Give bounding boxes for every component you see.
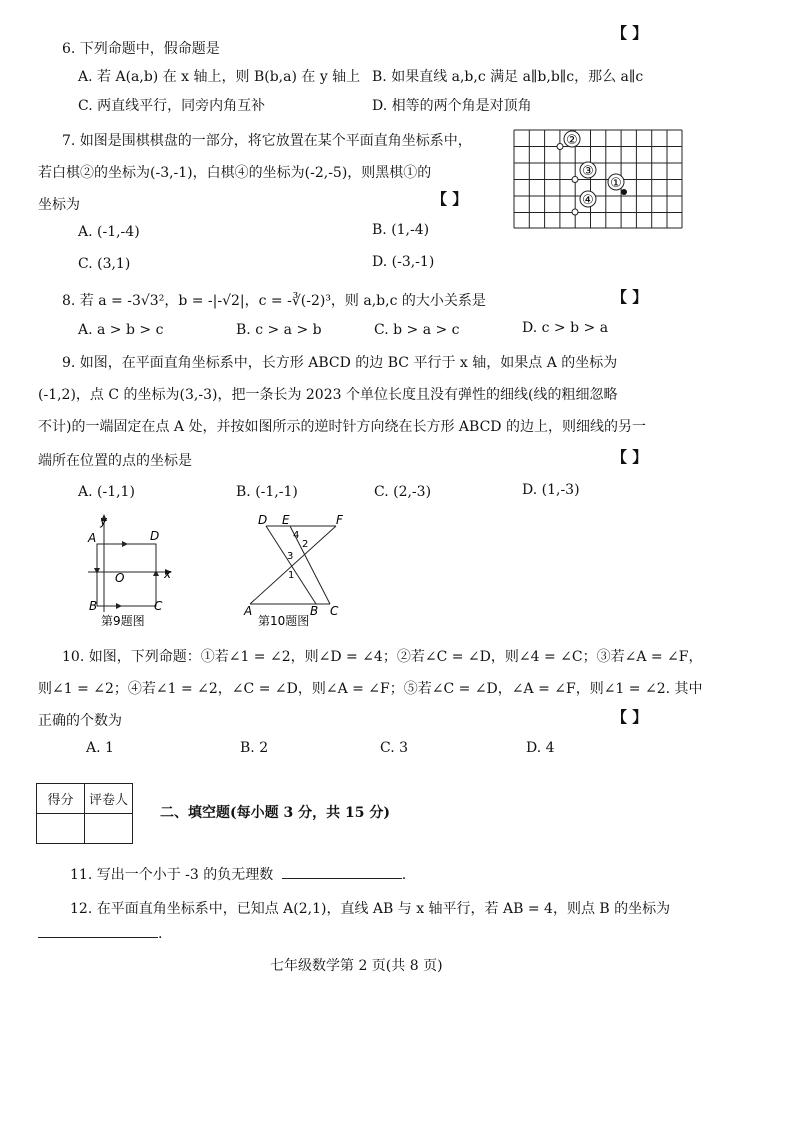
origin-label: O <box>115 571 125 585</box>
direction-arrow <box>116 603 122 609</box>
point-e-label: E <box>282 513 290 527</box>
q8-option-b: B. c > a > b <box>236 322 322 338</box>
figure-9-caption: 第9题图 <box>101 614 145 628</box>
q12-line1: 12. 在平面直角坐标系中，已知点 A(2,1)，直线 AB 与 x 轴平行，若 AB = 4，则点 B 的坐标为 <box>70 901 671 917</box>
score-cell[interactable] <box>37 814 85 844</box>
white-stone-marker <box>572 177 578 183</box>
score-header: 得分 <box>37 784 85 814</box>
q10-line1: 10. 如图，下列命题：①若∠1 = ∠2，则∠D = ∠4；②若∠C = ∠D，则∠4 = ∠C；③若∠A = ∠F， <box>62 649 703 665</box>
angle-1-label: 1 <box>288 570 295 581</box>
q9-option-c: C. (2,-3) <box>374 484 432 500</box>
angle-2-label: 2 <box>302 539 309 550</box>
q10-option-a: A. 1 <box>86 740 114 756</box>
x-label: x <box>164 567 172 581</box>
go-board-figure <box>512 128 684 230</box>
point-b-label: B <box>310 604 319 618</box>
svg-text:③: ③ <box>582 164 594 179</box>
stone-2 <box>564 131 580 148</box>
svg-text:②: ② <box>566 133 578 148</box>
direction-arrow <box>94 568 100 574</box>
q10-answer-bracket: 【 】 <box>612 708 648 726</box>
q12-answer-blank[interactable] <box>38 937 158 938</box>
point-b-label: B <box>89 599 98 613</box>
angle-3-label: 3 <box>287 551 294 562</box>
y-label: y <box>100 514 108 528</box>
point-f-label: F <box>336 513 343 527</box>
q9-option-d: D. (1,-3) <box>522 482 580 498</box>
q6-option-d: D. 相等的两个角是对顶角 <box>372 98 532 114</box>
section-2-title: 二、填空题(每小题 3 分，共 15 分) <box>160 805 390 821</box>
svg-text:④: ④ <box>582 193 594 208</box>
grader-cell[interactable] <box>85 814 133 844</box>
q10-line2: 则∠1 = ∠2；④若∠1 = ∠2，∠C = ∠D，则∠A = ∠F；⑤若∠C = ∠D，∠A = ∠F，则∠1 = ∠2. 其中 <box>38 681 703 697</box>
q7-option-c: C. (3,1) <box>78 256 131 272</box>
q9-option-a: A. (-1,1) <box>78 484 135 500</box>
q8-option-c: C. b > a > c <box>374 322 460 338</box>
q10-option-d: D. 4 <box>526 740 555 756</box>
figure-10 <box>236 512 356 630</box>
white-stone-marker <box>572 209 578 215</box>
q9-option-b: B. (-1,-1) <box>236 484 298 500</box>
q12-period: . <box>158 926 163 942</box>
q7-line2: 若白棋②的坐标为(-3,-1)，白棋④的坐标为(-2,-5)，则黑棋①的 <box>38 165 432 181</box>
stone-1 <box>608 174 624 191</box>
q7-line3: 坐标为 <box>38 197 80 213</box>
angle-4-label: 4 <box>293 530 300 541</box>
line-db <box>266 526 316 604</box>
q9-answer-bracket: 【 】 <box>612 448 648 466</box>
figure-10-caption: 第10题图 <box>258 614 310 628</box>
q7-line1: 7. 如图是围棋棋盘的一部分，将它放置在某个平面直角坐标系中， <box>62 133 472 149</box>
q11-text: 11. 写出一个小于 -3 的负无理数 <box>70 867 274 883</box>
point-c-label: C <box>154 599 163 613</box>
q7-option-b: B. (1,-4) <box>372 222 430 238</box>
q10-option-c: C. 3 <box>380 740 409 756</box>
rectangle-abcd <box>97 544 156 606</box>
q11 <box>70 864 406 884</box>
go-board-grid <box>514 130 682 228</box>
q6-answer-bracket: 【 】 <box>612 24 648 42</box>
direction-arrow <box>153 570 159 576</box>
q6-option-a: A. 若 A(a,b) 在 x 轴上，则 B(b,a) 在 y 轴上 <box>78 69 361 85</box>
q12-line2 <box>38 926 162 942</box>
q8-option-d: D. c > b > a <box>522 320 609 336</box>
q6-option-c: C. 两直线平行，同旁内角互补 <box>78 98 266 114</box>
stone-4 <box>580 191 596 208</box>
point-d-label: D <box>150 529 160 543</box>
score-table <box>36 783 133 844</box>
point-d-label: D <box>258 513 268 527</box>
q11-answer-blank[interactable] <box>282 878 402 879</box>
q10-line3: 正确的个数为 <box>38 713 122 729</box>
q6-stem: 6. 下列命题中，假命题是 <box>62 41 220 57</box>
q8-stem: 8. 若 a = -3√3²，b = -|-√2|，c = -∛(-2)³，则 a,b,c 的大小关系是 <box>62 293 486 309</box>
grader-header: 评卷人 <box>85 784 133 814</box>
direction-arrow <box>122 541 128 547</box>
q7-option-a: A. (-1,-4) <box>78 224 140 240</box>
q7-option-d: D. (-3,-1) <box>372 254 435 270</box>
q8-option-a: A. a > b > c <box>78 322 164 338</box>
q7-answer-bracket: 【 】 <box>432 190 468 208</box>
q9-line2: (-1,2)，点 C 的坐标为(3,-3)，把一条长为 2023 个单位长度且没有弹性的细线(线的粗细忽略 <box>38 387 618 403</box>
q9-line4: 端所在位置的点的坐标是 <box>38 453 192 469</box>
point-c-label: C <box>330 604 339 618</box>
stone-3 <box>580 162 596 179</box>
q8-answer-bracket: 【 】 <box>612 288 648 306</box>
point-a-label: A <box>244 604 253 618</box>
q9-line1: 9. 如图，在平面直角坐标系中，长方形 ABCD 的边 BC 平行于 x 轴，如果点 A 的坐标为 <box>62 355 618 371</box>
black-stone-marker <box>621 189 627 195</box>
q6-option-b: B. 如果直线 a,b,c 满足 a∥b,b∥c，那么 a∥c <box>372 69 644 85</box>
q11-period: . <box>401 867 407 883</box>
point-a-label: A <box>88 531 97 545</box>
figure-9 <box>84 512 184 630</box>
white-stone-marker <box>557 144 563 150</box>
page-footer: 七年级数学第 2 页(共 8 页) <box>270 958 443 974</box>
q10-option-b: B. 2 <box>240 740 269 756</box>
svg-text:①: ① <box>610 176 622 191</box>
q9-line3: 不计)的一端固定在点 A 处，并按如图所示的逆时针方向绕在长方形 ABCD 的边上，则细线的另一 <box>38 419 646 435</box>
